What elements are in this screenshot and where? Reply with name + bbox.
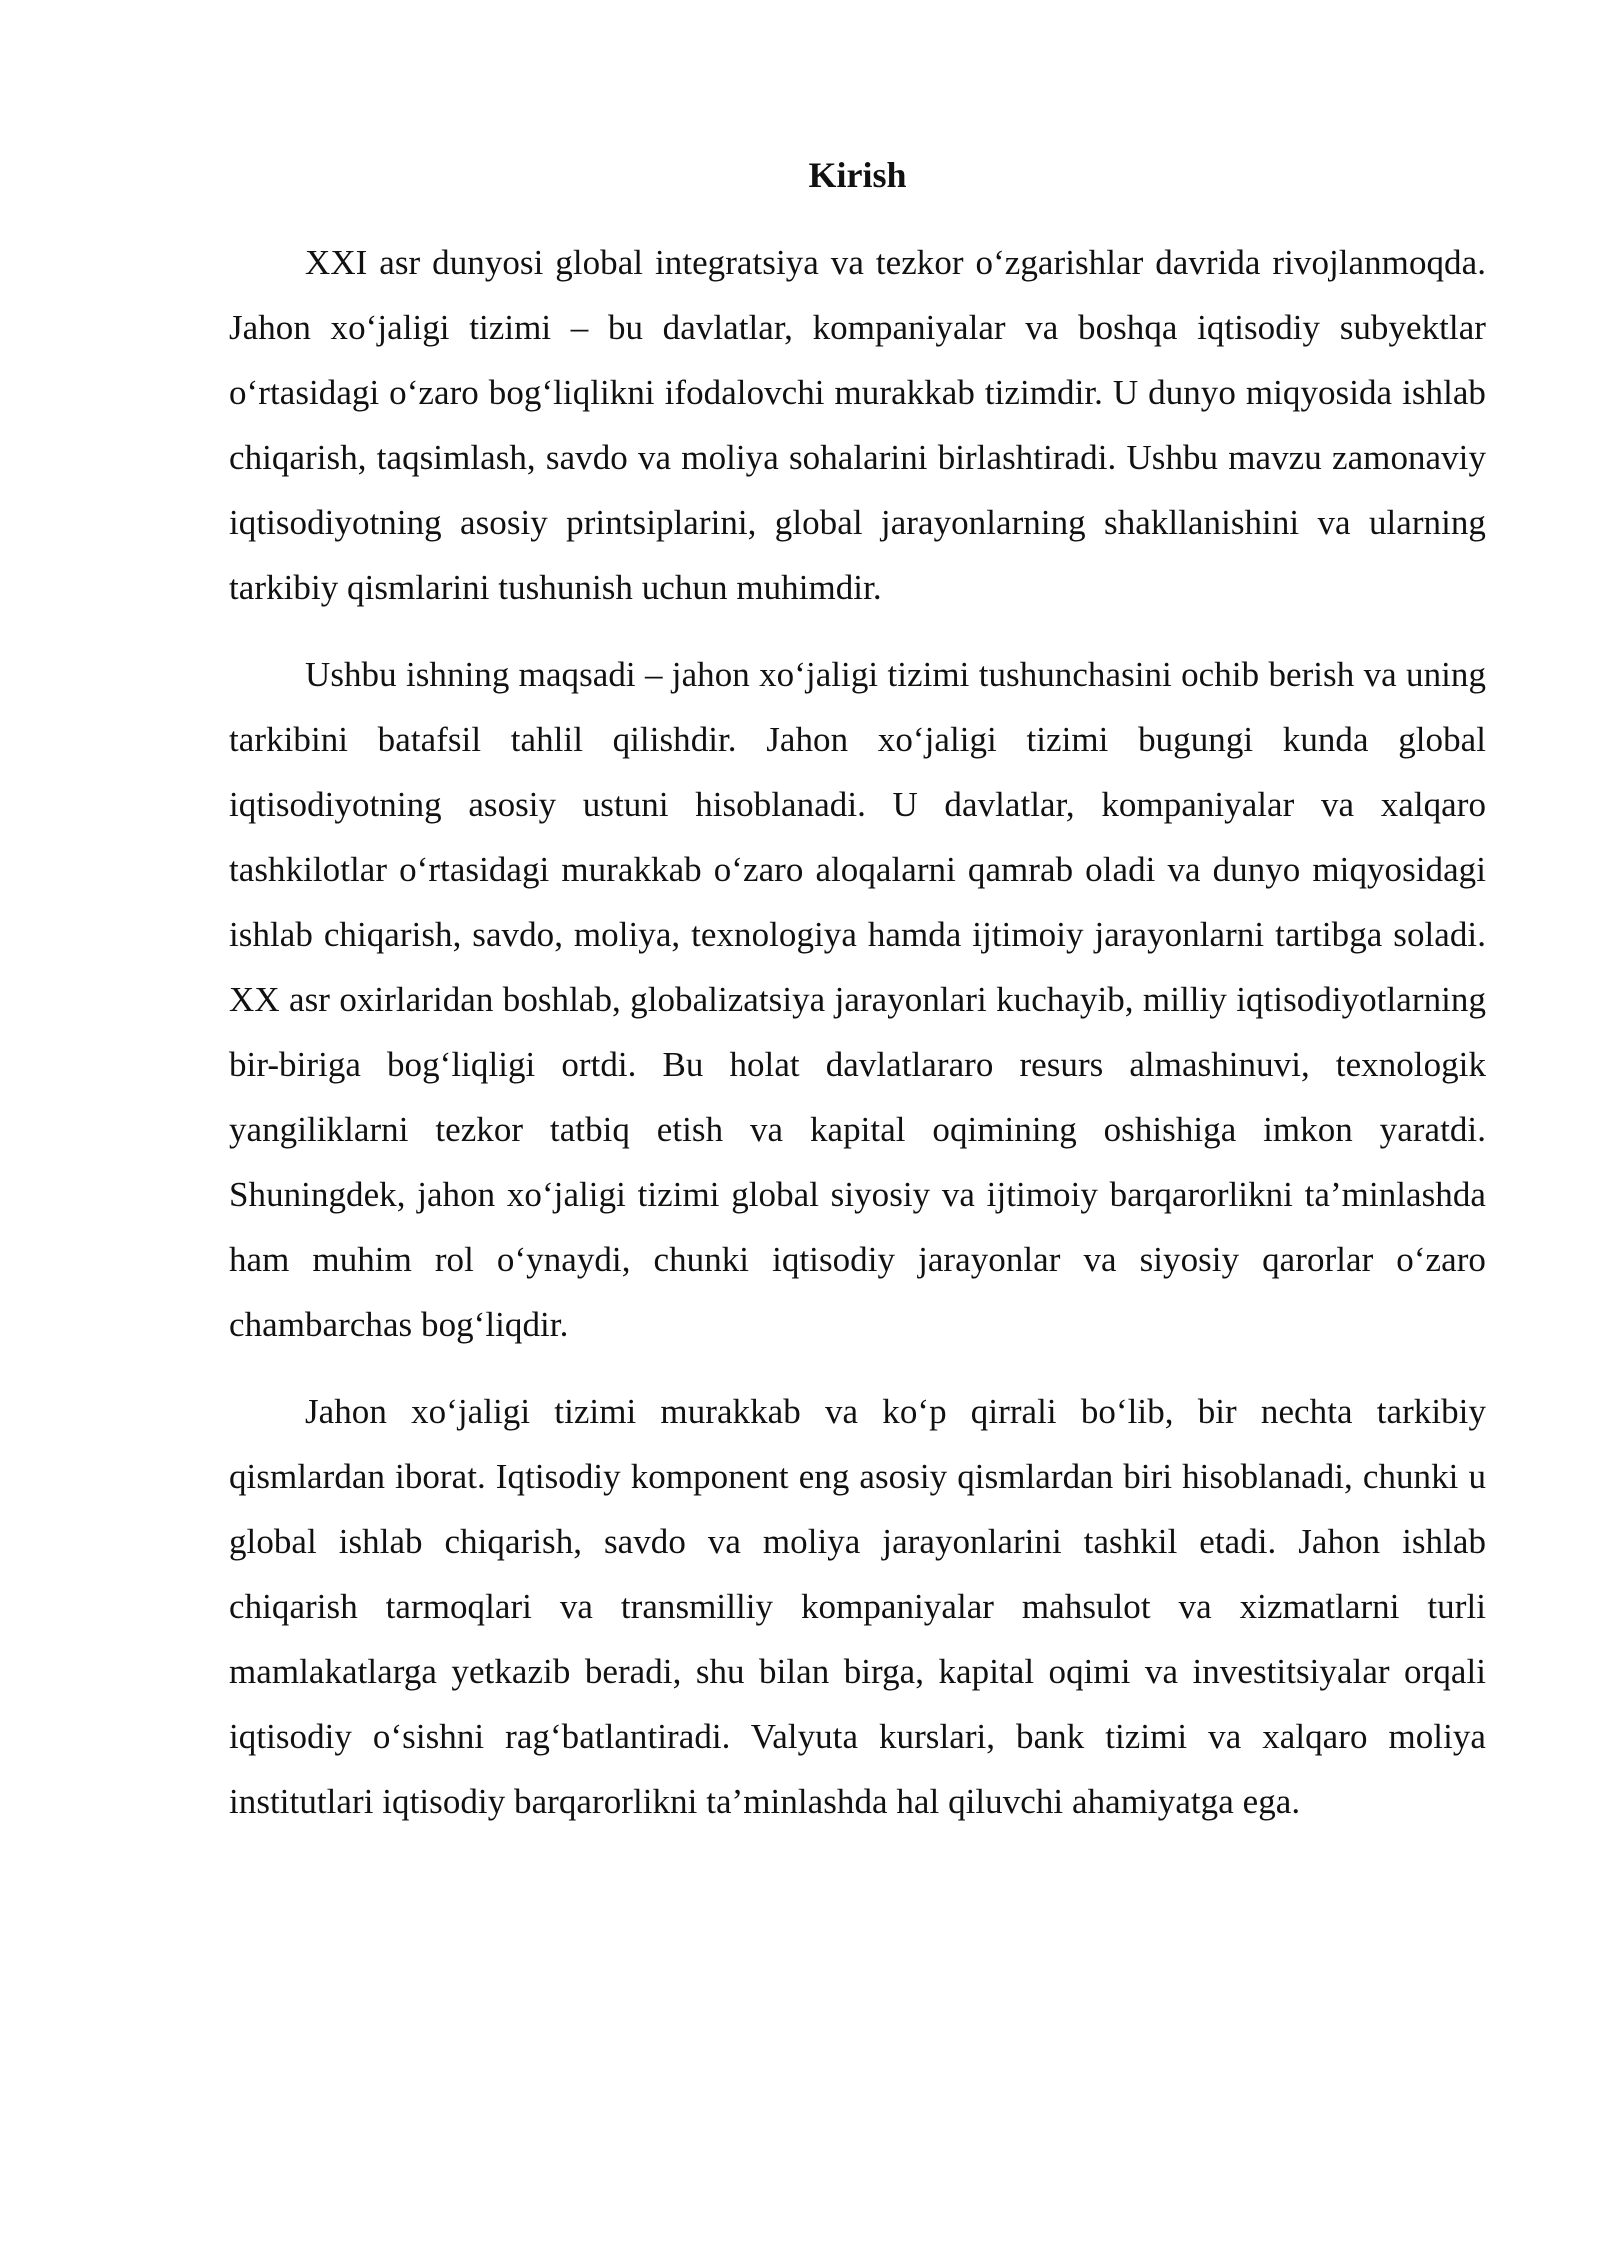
paragraph-1: XXI asr dunyosi global integratsiya va tezkor o‘zgarishlar davrida rivojlanmoqda. Jahon xo‘jaligi tizimi – bu davlatlar, kompaniyalar va boshqa iqtisodiy subyektlar o‘rtasidagi o‘zaro bog‘liqlikni ifodalovchi murakkab tizimdir. U dunyo miqyosida ishlab chiqarish, taqsimlash, savdo va moliya sohalarini birlashtiradi. Ushbu mavzu zamonaviy iqtisodiyotning asosiy printsiplarini, global jarayonlarning shakllanishini va ularning tarkibiy qismlarini tushunish uchun muhimdir. [229,243,1486,607]
document-body [229,230,1486,1856]
paragraph-2: Ushbu ishning maqsadi – jahon xo‘jaligi tizimi tushunchasini ochib berish va uning tarkibini batafsil tahlil qilishdir. Jahon xo‘jaligi tizimi bugungi kunda global iqtisodiyotning asosiy ustuni hisoblanadi. U davlatlar, kompaniyalar va xalqaro tashkilotlar o‘rtasidagi murakkab o‘zaro aloqalarni qamrab oladi va dunyo miqyosidagi ishlab chiqarish, savdo, moliya, texnologiya hamda ijtimoiy jarayonlarni tartibga soladi. XX asr oxirlaridan boshlab, globalizatsiya jarayonlari kuchayib, milliy iqtisodiyotlarning bir-biriga bog‘liqligi ortdi. Bu holat davlatlararo resurs almashinuvi, texnologik yangiliklarni tezkor tatbiq etish va kapital oqimining oshishiga imkon yaratdi. Shuningdek, jahon xo‘jaligi tizimi global siyosiy va ijtimoiy barqarorlikni ta’minlashda ham muhim rol o‘ynaydi, chunki iqtisodiy jarayonlar va siyosiy qarorlar o‘zaro chambarchas bog‘liqdir. [229,655,1486,1344]
page-title: Kirish [808,155,907,195]
paragraph-3: Jahon xo‘jaligi tizimi murakkab va ko‘p qirrali bo‘lib, bir nechta tarkibiy qismlardan iborat. Iqtisodiy komponent eng asosiy qismlardan biri hisoblanadi, chunki u global ishlab chiqarish, savdo va moliya jarayonlarini tashkil etadi. Jahon ishlab chiqarish tarmoqlari va transmilliy kompaniyalar mahsulot va xizmatlarni turli mamlakatlarga yetkazib beradi, shu bilan birga, kapital oqimi va investitsiyalar orqali iqtisodiy o‘sishni rag‘batlantiradi. Valyuta kurslari, bank tizimi va xalqaro moliya institutlari iqtisodiy barqarorlikni ta’minlashda hal qiluvchi ahamiyatga ega. [229,1392,1486,1821]
